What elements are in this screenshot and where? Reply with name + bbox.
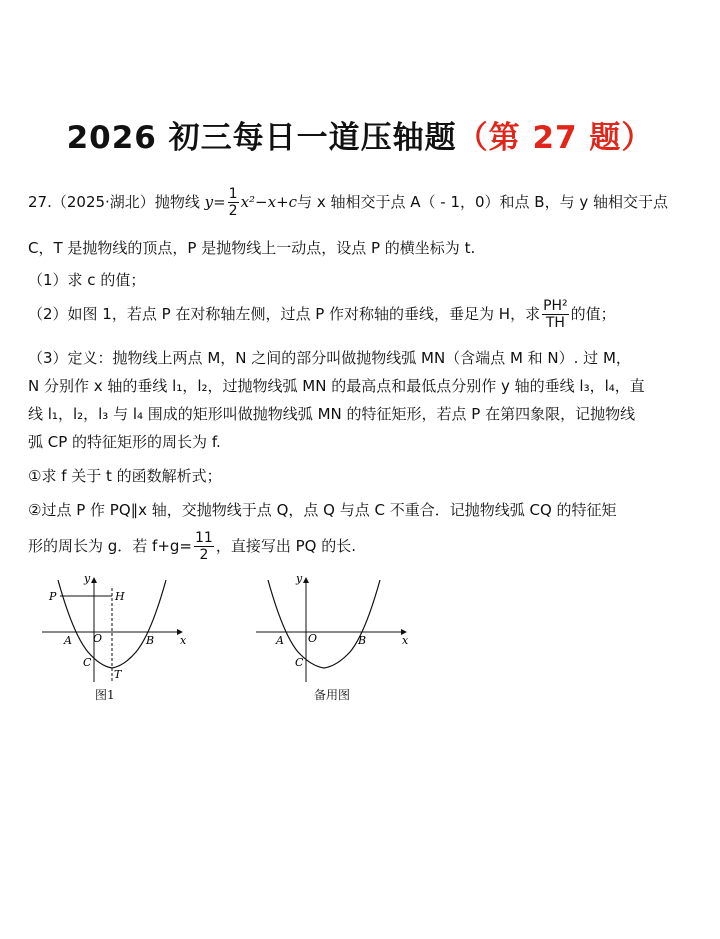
title-tag: （第 27 题） [456, 120, 654, 156]
q2-fraction [542, 298, 569, 331]
sub-question-2-line-1: ②过点 P 作 PQ∥x 轴，交抛物线于点 Q，点 Q 与点 C 不重合．记抛物线弧 CQ 的特征矩 [28, 501, 617, 519]
figure-1-caption: 图1 [95, 688, 115, 702]
sub2-tail: ，直接写出 PQ 的长. [215, 537, 356, 555]
problem-number: 27. [28, 193, 52, 211]
figure-2 [250, 570, 410, 690]
question-3-line-1: （3）定义：抛物线上两点 M，N 之间的部分叫做抛物线弧 MN（含端点 M 和 N）. 过 M， [28, 349, 631, 367]
sub2-denominator: 2 [199, 547, 209, 563]
figure-2-caption: 备用图 [314, 688, 351, 702]
label-y: y [296, 572, 303, 585]
title-main: 2026 初三每日一道压轴题 [66, 120, 457, 156]
label-b: B [358, 634, 367, 647]
problem-line-1 [28, 186, 692, 219]
label-a: A [276, 634, 284, 647]
label-t: T [114, 668, 122, 681]
intro-text: 抛物线 [154, 193, 200, 211]
label-c: C [83, 656, 92, 669]
sub-question-1: ①求 f 关于 t 的函数解析式； [28, 467, 222, 485]
label-x: x [180, 634, 187, 647]
sub2-text: 形的周长为 g．若 f+g= [28, 537, 192, 555]
q2-numerator: PH² [543, 298, 568, 314]
label-h: H [115, 590, 125, 603]
label-o: O [308, 632, 318, 645]
label-c: C [295, 656, 304, 669]
label-y: y [84, 572, 91, 585]
question-1: （1）求 c 的值； [28, 271, 146, 289]
problem-source: （2025·湖北） [51, 193, 155, 211]
label-p: P [49, 590, 57, 603]
parabola [268, 580, 380, 668]
q2-text: （2）如图 1，若点 P 在对称轴左侧，过点 P 作对称轴的垂线，垂足为 H，求 [28, 305, 541, 323]
intro-continued: 与 x 轴相交于点 A（ - 1，0）和点 B，与 y 轴相交于点 [297, 193, 669, 211]
equation-rest: x²−x+c [240, 193, 298, 211]
question-3-line-3: 线 l₁，l₂，l₃ 与 l₄ 围成的矩形叫做抛物线弧 MN 的特征矩形，若点 P 在第四象限，记抛物线 [28, 405, 636, 423]
figure-1 [36, 570, 196, 690]
question-3-line-2: N 分别作 x 轴的垂线 l₁，l₂，过抛物线弧 MN 的最高点和最低点分别作 y 轴的垂线 l₃，l₄，直 [28, 377, 645, 395]
label-b: B [146, 634, 155, 647]
sub2-fraction [194, 530, 214, 563]
sub2-numerator: 11 [195, 530, 213, 546]
question-3-line-4: 弧 CP 的特征矩形的周长为 f. [28, 433, 221, 451]
label-x: x [402, 634, 409, 647]
half-fraction [228, 186, 239, 219]
q2-tail: 的值； [570, 305, 616, 323]
equation-y: y= [204, 193, 226, 211]
label-a: A [64, 634, 72, 647]
q2-denominator: TH [545, 315, 565, 331]
half-numerator: 1 [228, 186, 238, 202]
question-2 [28, 298, 692, 331]
sub-question-2-line-2 [28, 530, 692, 563]
page-title [0, 112, 720, 157]
half-denominator: 2 [228, 203, 238, 219]
label-o: O [93, 632, 103, 645]
problem-line-2: C，T 是抛物线的顶点，P 是抛物线上一动点，设点 P 的横坐标为 t. [28, 239, 476, 257]
